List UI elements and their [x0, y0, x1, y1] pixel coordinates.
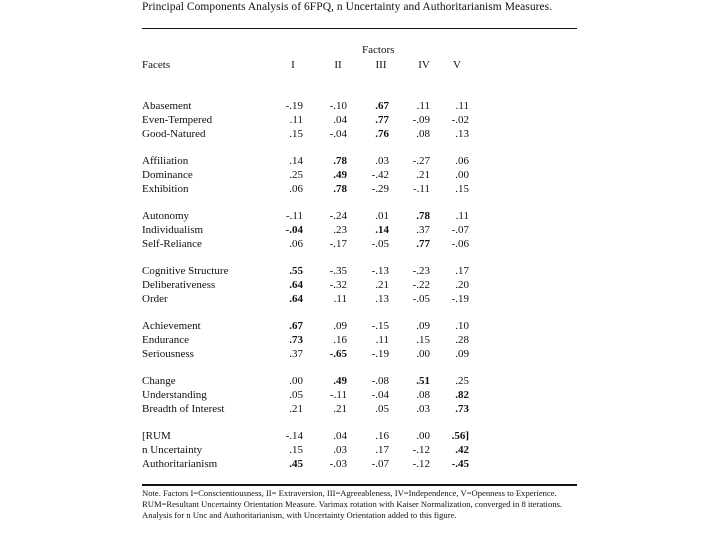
column-header-v: V: [453, 59, 461, 71]
loading-cell: .15: [289, 128, 303, 140]
loading-cell: .09: [455, 348, 469, 360]
loading-cell: .05: [289, 389, 303, 401]
loading-cell: -.08: [371, 375, 389, 387]
facet-label: Endurance: [142, 334, 190, 346]
loading-cell: .21: [375, 279, 389, 291]
factors-header: Factors: [362, 44, 395, 56]
loading-cell: .04: [333, 114, 347, 126]
table-note: Note. Factors I=Conscientiousness, II= Extraversion, III=Agreeableness, IV=Independence, V=Openness to Experience. RUM=Resultant Uncertainty Orientation Measure. Varimax rotation with Kaiser Normalization, converged in 8 iterations. Analysis for n Unc and Authoritarianism, with Uncertainty Orientation added to this figure.: [142, 488, 563, 520]
loading-cell: -.42: [371, 169, 389, 181]
loading-cell: -.13: [371, 265, 389, 277]
facet-label: Dominance: [142, 169, 193, 181]
loading-cell: .11: [333, 293, 347, 305]
table-row: [0, 320, 720, 334]
loading-cell: .17: [455, 265, 469, 277]
facet-label: Order: [142, 293, 168, 305]
facet-label: Change: [142, 375, 176, 387]
loading-cell: -.11: [285, 210, 303, 222]
facet-label: Exhibition: [142, 183, 189, 195]
loading-cell: .78: [333, 183, 347, 195]
table-title: Principal Components Analysis of 6FPQ, n Uncertainty and Authoritarianism Measures.: [142, 1, 553, 13]
loading-cell: .78: [416, 210, 430, 222]
table-row: [0, 183, 720, 197]
loading-cell: -.04: [285, 224, 303, 236]
loading-cell: .06: [289, 183, 303, 195]
facet-label: Breadth of Interest: [142, 403, 225, 415]
loading-cell: .03: [416, 403, 430, 415]
loading-cell: .73: [455, 403, 469, 415]
loading-cell: .06: [289, 238, 303, 250]
table-row: [0, 155, 720, 169]
loading-cell: -.23: [412, 265, 430, 277]
facet-label: Affiliation: [142, 155, 189, 167]
top-rule: [142, 28, 577, 29]
loading-cell: .09: [416, 320, 430, 332]
table-row: [0, 265, 720, 279]
loading-cell: .00: [289, 375, 303, 387]
loading-cell: -.32: [329, 279, 347, 291]
facet-label: Individualism: [142, 224, 204, 236]
loading-cell: .11: [416, 100, 430, 112]
column-header-ii: II: [334, 59, 342, 71]
table-row: [0, 114, 720, 128]
loading-cell: -.19: [451, 293, 469, 305]
loading-cell: .21: [333, 403, 347, 415]
facet-label: [RUM: [142, 430, 171, 442]
loading-cell: .56]: [451, 430, 469, 442]
loading-cell: .37: [289, 348, 303, 360]
loading-cell: .13: [455, 128, 469, 140]
loading-cell: -.24: [329, 210, 347, 222]
loading-cell: .04: [333, 430, 347, 442]
column-header-iii: III: [375, 59, 387, 71]
loading-cell: .15: [289, 444, 303, 456]
loading-cell: -.02: [451, 114, 469, 126]
loading-cell: .78: [333, 155, 347, 167]
facet-label: Cognitive Structure: [142, 265, 229, 277]
loading-cell: .51: [416, 375, 430, 387]
loading-cell: -.07: [371, 458, 389, 470]
loading-cell: .00: [416, 348, 430, 360]
loading-cell: .10: [455, 320, 469, 332]
loading-cell: .64: [289, 293, 303, 305]
table-row: [0, 293, 720, 307]
table-row: [0, 430, 720, 444]
loading-cell: .11: [375, 334, 389, 346]
loading-cell: .45: [289, 458, 303, 470]
loading-cell: .03: [333, 444, 347, 456]
loading-cell: -.12: [412, 458, 430, 470]
loading-cell: .21: [289, 403, 303, 415]
facet-label: Abasement: [142, 100, 192, 112]
loading-cell: -.05: [371, 238, 389, 250]
table-row: [0, 348, 720, 362]
loading-cell: .21: [416, 169, 430, 181]
loading-cell: .13: [375, 293, 389, 305]
loading-cell: .16: [333, 334, 347, 346]
facet-label: Achievement: [142, 320, 201, 332]
loading-cell: -.09: [412, 114, 430, 126]
loading-cell: -.19: [371, 348, 389, 360]
loading-cell: -.07: [451, 224, 469, 236]
table-row: [0, 100, 720, 114]
bottom-rule: [142, 484, 577, 486]
loading-cell: -.05: [412, 293, 430, 305]
loading-cell: -.14: [285, 430, 303, 442]
loading-cell: .67: [375, 100, 389, 112]
loading-cell: -.35: [329, 265, 347, 277]
loading-cell: .25: [289, 169, 303, 181]
column-header-i: I: [291, 59, 295, 71]
loading-cell: .15: [416, 334, 430, 346]
column-header-iv: IV: [418, 59, 430, 71]
loading-cell: .82: [455, 389, 469, 401]
table-row: [0, 444, 720, 458]
loading-cell: -.06: [451, 238, 469, 250]
loading-cell: .11: [289, 114, 303, 126]
loading-cell: -.19: [285, 100, 303, 112]
table-row: [0, 238, 720, 252]
facet-label: Deliberativeness: [142, 279, 216, 291]
loading-cell: -.10: [329, 100, 347, 112]
facet-label: Seriousness: [142, 348, 194, 360]
loading-cell: .42: [455, 444, 469, 456]
loading-cell: .06: [455, 155, 469, 167]
loading-cell: -.04: [329, 128, 347, 140]
loading-cell: -.17: [329, 238, 347, 250]
facet-label: Good-Natured: [142, 128, 206, 140]
loading-cell: -.12: [412, 444, 430, 456]
table-row: [0, 169, 720, 183]
facet-label: Autonomy: [142, 210, 190, 222]
loading-cell: .37: [416, 224, 430, 236]
table-row: [0, 334, 720, 348]
loading-cell: .77: [375, 114, 389, 126]
loading-cell: -.11: [412, 183, 430, 195]
loading-cell: .64: [289, 279, 303, 291]
facet-label: Self-Reliance: [142, 238, 202, 250]
table-row: [0, 389, 720, 403]
loading-cell: .11: [455, 100, 469, 112]
facet-label: Even-Tempered: [142, 114, 213, 126]
facet-label: Understanding: [142, 389, 207, 401]
loading-cell: .49: [333, 375, 347, 387]
loading-cell: .03: [375, 155, 389, 167]
table-row: [0, 375, 720, 389]
loading-cell: .17: [375, 444, 389, 456]
loading-cell: .08: [416, 128, 430, 140]
table-row: [0, 403, 720, 417]
loading-cell: -.22: [412, 279, 430, 291]
loading-cell: .49: [333, 169, 347, 181]
loading-cell: .16: [375, 430, 389, 442]
facet-label: n Uncertainty: [142, 444, 203, 456]
loading-cell: -.29: [371, 183, 389, 195]
loading-cell: .01: [375, 210, 389, 222]
loading-cell: .00: [416, 430, 430, 442]
table-row: [0, 210, 720, 224]
loading-cell: -.27: [412, 155, 430, 167]
loading-cell: .14: [375, 224, 389, 236]
facets-header: Facets: [142, 59, 171, 71]
loading-cell: .20: [455, 279, 469, 291]
table-row: [0, 128, 720, 142]
loading-cell: .73: [289, 334, 303, 346]
loading-cell: .23: [333, 224, 347, 236]
loading-cell: -.65: [329, 348, 347, 360]
loading-cell: .14: [289, 155, 303, 167]
loading-cell: .28: [455, 334, 469, 346]
loading-cell: .55: [289, 265, 303, 277]
loading-cell: -.15: [371, 320, 389, 332]
loading-cell: .05: [375, 403, 389, 415]
facet-label: Authoritarianism: [142, 458, 218, 470]
loading-cell: .77: [416, 238, 430, 250]
loading-cell: -.11: [329, 389, 347, 401]
loading-cell: .09: [333, 320, 347, 332]
loading-cell: .00: [455, 169, 469, 181]
loading-cell: .11: [455, 210, 469, 222]
loading-cell: -.04: [371, 389, 389, 401]
loading-cell: .76: [375, 128, 389, 140]
table-row: [0, 279, 720, 293]
loading-cell: -.45: [451, 458, 469, 470]
table-row: [0, 458, 720, 472]
table-row: [0, 224, 720, 238]
loading-cell: .67: [289, 320, 303, 332]
loading-cell: .08: [416, 389, 430, 401]
loading-cell: .15: [455, 183, 469, 195]
loading-cell: .25: [455, 375, 469, 387]
loading-cell: -.03: [329, 458, 347, 470]
